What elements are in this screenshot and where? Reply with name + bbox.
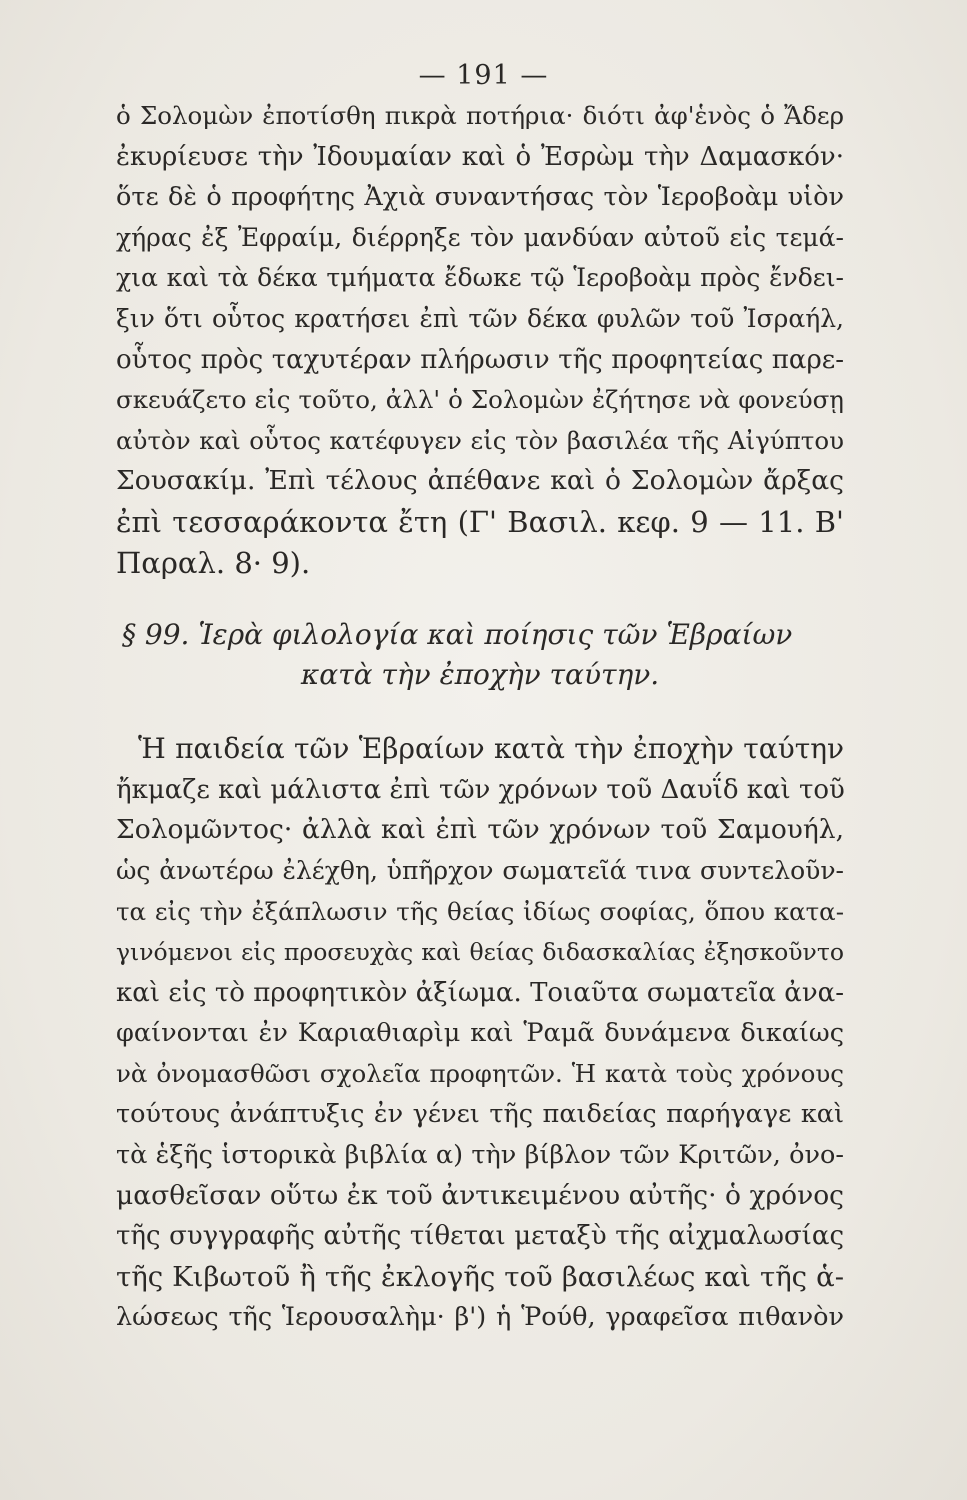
text-line: καὶ εἰς τὸ προφητικὸν ἀξίωμα. Τοιαῦτα σωματεῖα ἀνα-	[116, 977, 844, 1008]
text-line: τούτους ἀνάπτυξις ἐν γένει τῆς παιδείας παρήγαγε καὶ	[116, 1099, 844, 1130]
text-line: Παραλ. 8· 9).	[116, 545, 311, 580]
section-heading-line: § 99. Ἱερὰ φιλολογία καὶ ποίησις τῶν Ἑβραίων	[122, 618, 793, 652]
text-line: Ἡ παιδεία τῶν Ἑβραίων κατὰ τὴν ἐποχὴν ταύτην	[138, 732, 844, 766]
text-line: Σουσακίμ. Ἐπὶ τέλους ἀπέθανε καὶ ὁ Σολομὼν ἄρξας	[116, 465, 844, 497]
section-heading-line: κατὰ τὴν ἐποχὴν ταύτην.	[300, 658, 660, 692]
text-line: μασθεῖσαν οὕτω ἐκ τοῦ ἀντικειμένου αὐτῆς· ὁ χρόνος	[116, 1179, 844, 1211]
text-line: ὁ Σολομὼν ἐποτίσθη πικρὰ ποτήρια· διότι ἀφ'ἑνὸς ὁ Ἄδερ	[116, 101, 844, 130]
text-line: οὗτος πρὸς ταχυτέραν πλήρωσιν τῆς προφητείας παρε-	[116, 344, 844, 375]
text-line: ἐπὶ τεσσαράκοντα ἔτη (Γ' Βασιλ. κεφ. 9 — 11. Β'	[116, 504, 844, 539]
text-line: τα εἰς τὴν ἐξάπλωσιν τῆς θείας ἰδίως σοφίας, ὅπου κατα-	[116, 896, 844, 926]
text-line: λώσεως τῆς Ἱερουσαλὴμ· β') ἡ Ῥούθ, γραφεῖσα πιθανὸν	[116, 1302, 844, 1333]
text-line: τῆς συγγραφῆς αὐτῆς τίθεται μεταξὺ τῆς αἰχμαλωσίας	[116, 1221, 844, 1252]
text-line: σκευάζετο εἰς τοῦτο, ἀλλ' ὁ Σολομὼν ἐζήτησε νὰ φονεύσῃ	[116, 385, 844, 415]
text-line: ξιν ὅτι οὗτος κρατήσει ἐπὶ τῶν δέκα φυλῶν τοῦ Ἰσραήλ,	[116, 303, 844, 333]
text-line: χια καὶ τὰ δέκα τμήματα ἔδωκε τῷ Ἱεροβοὰμ πρὸς ἔνδει-	[116, 263, 844, 293]
paragraph-2	[116, 729, 844, 1338]
body-text	[116, 96, 844, 1338]
page-number: — 191 —	[418, 60, 549, 91]
paragraph-1	[116, 96, 844, 583]
text-line: ὡς ἀνωτέρω ἐλέχθη, ὑπῆρχον σωματεῖά τινα συντελοῦν-	[116, 855, 844, 885]
section-heading	[116, 615, 844, 695]
text-line: ἐκυρίευσε τὴν Ἰδουμαίαν καὶ ὁ Ἐσρὼμ τὴν Δαμασκόν·	[116, 141, 844, 172]
text-line: φαίνονται ἐν Καριαθιαρὶμ καὶ Ῥαμᾶ δυνάμενα δικαίως	[116, 1018, 844, 1049]
text-line: αὐτὸν καὶ οὗτος κατέφυγεν εἰς τὸν βασιλέα τῆς Αἰγύπτου	[116, 425, 844, 455]
text-line: Σολομῶντος· ἀλλὰ καὶ ἐπὶ τῶν χρόνων τοῦ Σαμουήλ,	[116, 814, 844, 846]
text-line: χήρας ἐξ Ἐφραίμ, διέρρηξε τὸν μανδύαν αὐτοῦ εἰς τεμά-	[116, 222, 844, 252]
text-line: τὰ ἑξῆς ἱστορικὰ βιβλία α) τὴν βίβλον τῶν Κριτῶν, ὀνο-	[116, 1140, 844, 1171]
text-line: νὰ ὀνομασθῶσι σχολεῖα προφητῶν. Ἡ κατὰ τοὺς χρόνους	[116, 1058, 844, 1088]
text-line: γινόμενοι εἰς προσευχὰς καὶ θείας διδασκαλίας ἐξησκοῦντο	[116, 938, 844, 967]
text-line: ἤκμαζε καὶ μάλιστα ἐπὶ τῶν χρόνων τοῦ Δαυΐδ καὶ τοῦ	[116, 774, 845, 805]
text-line: τῆς Κιβωτοῦ ἢ τῆς ἐκλογῆς τοῦ βασιλέως καὶ τῆς ἁ-	[116, 1260, 844, 1293]
text-line: ὅτε δὲ ὁ προφήτης Ἀχιὰ συναντήσας τὸν Ἱεροβοὰμ υἱὸν	[116, 182, 844, 213]
